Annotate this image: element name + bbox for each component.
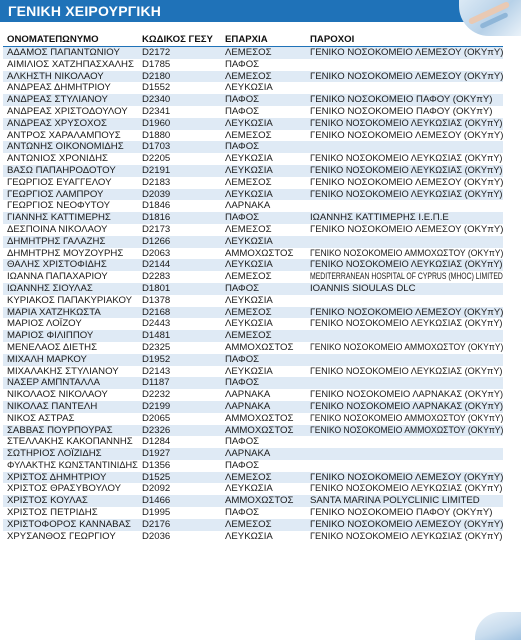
cell-district: ΠΑΦΟΣ — [221, 436, 306, 448]
cell-gesy-code: D1266 — [138, 236, 221, 248]
cell-name: ΧΡΙΣΤΟΦΟΡΟΣ ΚΑΝΝΑΒΑΣ — [3, 519, 138, 531]
cell-name: ΧΡΥΣΑΝΘΟΣ ΓΕΩΡΓΙΟΥ — [3, 531, 138, 543]
cell-district: ΛΕΥΚΩΣΙΑ — [221, 82, 306, 94]
cell-district: ΛΑΡΝΑΚΑ — [221, 389, 306, 401]
table-row — [3, 177, 503, 189]
cell-gesy-code: D2340 — [138, 94, 221, 106]
cell-name: ΑΝΤΡΟΣ ΧΑΡΑΛΑΜΠΟΥΣ — [3, 130, 138, 142]
cell-provider: MEDITERRANEAN HOSPITAL OF CYPRUS (MHOC) LIMITED — [306, 271, 503, 283]
cell-gesy-code: D2183 — [138, 177, 221, 189]
cell-name: ΜΕΝΕΛΑΟΣ ΔΙΕΤΗΣ — [3, 342, 138, 354]
table-row — [3, 59, 503, 71]
cell-provider: ΓΕΝΙΚΟ ΝΟΣΟΚΟΜΕΙΟ ΛΕΜΕΣΟΥ (ΟΚΥπΥ) — [306, 177, 503, 189]
table-row — [3, 354, 503, 366]
cell-district: ΑΜΜΟΧΩΣΤΟΣ — [221, 425, 306, 437]
cell-district: ΛΑΡΝΑΚΑ — [221, 200, 306, 212]
cell-name: ΑΝΔΡΕΑΣ ΧΡΙΣΤΟΔΟΥΛΟΥ — [3, 106, 138, 118]
cell-gesy-code: D2144 — [138, 259, 221, 271]
cell-gesy-code: D1356 — [138, 460, 221, 472]
cell-name: ΝΙΚΟΛΑΣ ΠΑΝΤΕΛΗ — [3, 401, 138, 413]
cell-district: ΑΜΜΟΧΩΣΤΟΣ — [221, 495, 306, 507]
cell-provider: ΓΕΝΙΚΟ ΝΟΣΟΚΟΜΕΙΟ ΛΕΜΕΣΟΥ (ΟΚΥπΥ) — [306, 130, 503, 142]
table-row — [3, 472, 503, 484]
table-row — [3, 413, 503, 425]
cell-provider: ΓΕΝΙΚΟ ΝΟΣΟΚΟΜΕΙΟ ΛΕΥΚΩΣΙΑΣ (ΟΚΥπΥ) — [306, 318, 503, 330]
cell-name: ΧΡΙΣΤΟΣ ΔΗΜΗΤΡΙΟΥ — [3, 472, 138, 484]
table-row — [3, 130, 503, 142]
cell-provider: ΓΕΝΙΚΟ ΝΟΣΟΚΟΜΕΙΟ ΛΑΡΝΑΚΑΣ (ΟΚΥπΥ) — [306, 401, 503, 413]
cell-district: ΛΕΜΕΣΟΣ — [221, 519, 306, 531]
table-header-row — [3, 34, 503, 47]
cell-gesy-code: D1284 — [138, 436, 221, 448]
column-header-providers: ΠΑΡΟΧΟΙ — [306, 34, 503, 47]
table-row — [3, 118, 503, 130]
cell-provider — [306, 141, 503, 153]
title-bar — [0, 0, 521, 22]
cell-district: ΠΑΦΟΣ — [221, 141, 306, 153]
cell-provider: ΓΕΝΙΚΟ ΝΟΣΟΚΟΜΕΙΟ ΛΕΥΚΩΣΙΑΣ (ΟΚΥπΥ) — [306, 118, 503, 130]
cell-district: ΠΑΦΟΣ — [221, 460, 306, 472]
cell-name: ΓΕΩΡΓΙΟΣ ΕΥΑΓΓΕΛΟΥ — [3, 177, 138, 189]
table-row — [3, 366, 503, 378]
cell-provider — [306, 460, 503, 472]
cell-gesy-code: D1927 — [138, 448, 221, 460]
table-row — [3, 425, 503, 437]
table-row — [3, 519, 503, 531]
table-row — [3, 94, 503, 106]
cell-district: ΠΑΦΟΣ — [221, 94, 306, 106]
cell-provider: ΓΕΝΙΚΟ ΝΟΣΟΚΟΜΕΙΟ ΛΕΜΕΣΟΥ (ΟΚΥπΥ) — [306, 224, 503, 236]
table-row — [3, 307, 503, 319]
cell-gesy-code: D2199 — [138, 401, 221, 413]
table-row — [3, 165, 503, 177]
cell-gesy-code: D1952 — [138, 354, 221, 366]
cell-name: ΜΙΧΑΛΗ ΜΑΡΚΟΥ — [3, 354, 138, 366]
cell-district: ΛΑΡΝΑΚΑ — [221, 448, 306, 460]
cell-gesy-code: D2065 — [138, 413, 221, 425]
cell-provider: IOANNIS SIOULAS DLC — [306, 283, 503, 295]
cell-name: ΓΕΩΡΓΙΟΣ ΛΑΜΠΡΟΥ — [3, 189, 138, 201]
cell-provider: ΓΕΝΙΚΟ ΝΟΣΟΚΟΜΕΙΟ ΑΜΜΟΧΩΣΤΟΥ (ΟΚΥπΥ) — [306, 342, 503, 354]
cell-provider: SANTA MARINA POLYCLINIC LIMITED — [306, 495, 503, 507]
cell-name: ΔΗΜΗΤΡΗΣ ΜΟΥΖΟΥΡΗΣ — [3, 248, 138, 260]
corner-photo — [475, 612, 521, 640]
table-row — [3, 342, 503, 354]
cell-gesy-code: D2341 — [138, 106, 221, 118]
cell-name: ΝΙΚΟΣ ΑΣΤΡΑΣ — [3, 413, 138, 425]
cell-provider — [306, 236, 503, 248]
cell-district: ΛΕΥΚΩΣΙΑ — [221, 189, 306, 201]
cell-name: ΣΩΤΗΡΙΟΣ ΛΟΪΖΙΔΗΣ — [3, 448, 138, 460]
table-row — [3, 401, 503, 413]
cell-provider — [306, 448, 503, 460]
cell-provider: ΓΕΝΙΚΟ ΝΟΣΟΚΟΜΕΙΟ ΑΜΜΟΧΩΣΤΟΥ (ΟΚΥπΥ) — [306, 413, 503, 425]
cell-name: ΑΝΤΩΝΗΣ ΟΙΚΟΝΟΜΙΔΗΣ — [3, 141, 138, 153]
table-row — [3, 47, 503, 59]
cell-district: ΛΕΥΚΩΣΙΑ — [221, 236, 306, 248]
cell-provider: ΓΕΝΙΚΟ ΝΟΣΟΚΟΜΕΙΟ ΛΕΥΚΩΣΙΑΣ (ΟΚΥπΥ) — [306, 483, 503, 495]
cell-name: ΜΑΡΙΑ ΧΑΤΖΗΚΩΣΤΑ — [3, 307, 138, 319]
cell-provider: ΓΕΝΙΚΟ ΝΟΣΟΚΟΜΕΙΟ ΑΜΜΟΧΩΣΤΟΥ (ΟΚΥπΥ) — [306, 425, 503, 437]
cell-district: ΛΕΥΚΩΣΙΑ — [221, 531, 306, 543]
cell-name: ΔΗΜΗΤΡΗΣ ΓΑΛΑΖΗΣ — [3, 236, 138, 248]
cell-gesy-code: D1960 — [138, 118, 221, 130]
table-row — [3, 212, 503, 224]
cell-provider: ΓΕΝΙΚΟ ΝΟΣΟΚΟΜΕΙΟ ΠΑΦΟΥ (ΟΚΥπΥ) — [306, 94, 503, 106]
cell-district: ΛΕΜΕΣΟΣ — [221, 177, 306, 189]
cell-provider — [306, 82, 503, 94]
cell-district: ΛΑΡΝΑΚΑ — [221, 401, 306, 413]
cell-provider: ΓΕΝΙΚΟ ΝΟΣΟΚΟΜΕΙΟ ΛΕΜΕΣΟΥ (ΟΚΥπΥ) — [306, 519, 503, 531]
cell-name: ΝΙΚΟΛΑΟΣ ΝΙΚΟΛΑΟΥ — [3, 389, 138, 401]
cell-provider: ΓΕΝΙΚΟ ΝΟΣΟΚΟΜΕΙΟ ΛΕΜΕΣΟΥ (ΟΚΥπΥ) — [306, 307, 503, 319]
cell-gesy-code: D1801 — [138, 283, 221, 295]
cell-district: ΛΕΥΚΩΣΙΑ — [221, 259, 306, 271]
cell-name: ΙΩΑΝΝΗΣ ΣΙΟΥΛΑΣ — [3, 283, 138, 295]
cell-name: ΝΑΣΕΡ ΑΜΠΝΤΑΛΛΑ — [3, 377, 138, 389]
table-row — [3, 71, 503, 83]
cell-provider: ΓΕΝΙΚΟ ΝΟΣΟΚΟΜΕΙΟ ΠΑΦΟΥ (ΟΚΥπΥ) — [306, 106, 503, 118]
table-row — [3, 82, 503, 94]
cell-district: ΛΕΜΕΣΟΣ — [221, 472, 306, 484]
table-row — [3, 318, 503, 330]
cell-name: ΓΕΩΡΓΙΟΣ ΝΕΟΦΥΤΟΥ — [3, 200, 138, 212]
table-row — [3, 448, 503, 460]
table-row — [3, 389, 503, 401]
cell-name: ΣΤΕΛΛΑΚΗΣ ΚΑΚΟΠΑΝΝΗΣ — [3, 436, 138, 448]
cell-provider — [306, 59, 503, 71]
cell-gesy-code: D2180 — [138, 71, 221, 83]
table-row — [3, 153, 503, 165]
cell-district: ΛΕΜΕΣΟΣ — [221, 130, 306, 142]
cell-gesy-code: D1816 — [138, 212, 221, 224]
cell-district: ΑΜΜΟΧΩΣΤΟΣ — [221, 342, 306, 354]
cell-gesy-code: D2205 — [138, 153, 221, 165]
table-row — [3, 248, 503, 260]
cell-gesy-code: D2232 — [138, 389, 221, 401]
table-row — [3, 483, 503, 495]
cell-district: ΛΕΥΚΩΣΙΑ — [221, 318, 306, 330]
cell-name: ΑΔΑΜΟΣ ΠΑΠΑΝΤΩΝΙΟΥ — [3, 47, 138, 59]
cell-gesy-code: D2172 — [138, 47, 221, 59]
cell-district: ΠΑΦΟΣ — [221, 283, 306, 295]
cell-provider — [306, 377, 503, 389]
cell-district: ΑΜΜΟΧΩΣΤΟΣ — [221, 248, 306, 260]
cell-district: ΠΑΦΟΣ — [221, 106, 306, 118]
cell-district: ΠΑΦΟΣ — [221, 212, 306, 224]
table-row — [3, 271, 503, 283]
cell-gesy-code: D2039 — [138, 189, 221, 201]
doctors-table — [3, 34, 503, 542]
cell-provider: ΓΕΝΙΚΟ ΝΟΣΟΚΟΜΕΙΟ ΛΑΡΝΑΚΑΣ (ΟΚΥπΥ) — [306, 389, 503, 401]
cell-name: ΑΛΚΗΣΤΗ ΝΙΚΟΛΑΟΥ — [3, 71, 138, 83]
table-row — [3, 236, 503, 248]
cell-name: ΑΝΤΩΝΙΟΣ ΧΡΟΝΙΔΗΣ — [3, 153, 138, 165]
cell-provider: ΓΕΝΙΚΟ ΝΟΣΟΚΟΜΕΙΟ ΑΜΜΟΧΩΣΤΟΥ (ΟΚΥπΥ) — [306, 248, 503, 260]
cell-gesy-code: D2092 — [138, 483, 221, 495]
cell-gesy-code: D2173 — [138, 224, 221, 236]
cell-district: ΠΑΦΟΣ — [221, 354, 306, 366]
cell-provider: ΓΕΝΙΚΟ ΝΟΣΟΚΟΜΕΙΟ ΛΕΜΕΣΟΥ (ΟΚΥπΥ) — [306, 472, 503, 484]
cell-gesy-code: D1525 — [138, 472, 221, 484]
doctors-table-wrap — [3, 34, 503, 542]
cell-name: ΑΙΜΙΛΙΟΣ ΧΑΤΖΗΠΑΣΧΑΛΗΣ — [3, 59, 138, 71]
column-header-code: ΚΩΔΙΚΟΣ ΓΕΣΥ — [138, 34, 221, 47]
cell-gesy-code: D2443 — [138, 318, 221, 330]
cell-gesy-code: D2176 — [138, 519, 221, 531]
cell-name: ΜΙΧΑΛΑΚΗΣ ΣΤΥΛΙΑΝΟΥ — [3, 366, 138, 378]
table-row — [3, 507, 503, 519]
cell-provider: ΓΕΝΙΚΟ ΝΟΣΟΚΟΜΕΙΟ ΛΕΥΚΩΣΙΑΣ (ΟΚΥπΥ) — [306, 259, 503, 271]
cell-gesy-code: D1785 — [138, 59, 221, 71]
cell-gesy-code: D1481 — [138, 330, 221, 342]
cell-name: ΑΝΔΡΕΑΣ ΔΗΜΗΤΡΙΟΥ — [3, 82, 138, 94]
cell-name: ΓΙΑΝΝΗΣ ΚΑΤΤΙΜΕΡΗΣ — [3, 212, 138, 224]
cell-name: ΧΡΙΣΤΟΣ ΚΟΥΛΑΣ — [3, 495, 138, 507]
table-row — [3, 259, 503, 271]
cell-district: ΛΕΥΚΩΣΙΑ — [221, 153, 306, 165]
cell-gesy-code: D2036 — [138, 531, 221, 543]
table-body — [3, 47, 503, 543]
cell-district: ΛΕΜΕΣΟΣ — [221, 330, 306, 342]
page-title: ΓΕΝΙΚΗ ΧΕΙΡΟΥΡΓΙΚΗ — [8, 3, 162, 19]
column-header-name: ΟΝΟΜΑΤΕΠΩΝΥΜΟ — [3, 34, 138, 47]
cell-name: ΜΑΡΙΟΣ ΛΟΪΖΟΥ — [3, 318, 138, 330]
cell-provider: ΙΩΑΝΝΗΣ ΚΑΤΤΙΜΕΡΗΣ Ι.Ε.Π.Ε — [306, 212, 503, 224]
table-row — [3, 200, 503, 212]
cell-district: ΛΕΜΕΣΟΣ — [221, 271, 306, 283]
surgery-photo — [459, 0, 521, 36]
cell-gesy-code: D1995 — [138, 507, 221, 519]
cell-provider: ΓΕΝΙΚΟ ΝΟΣΟΚΟΜΕΙΟ ΛΕΥΚΩΣΙΑΣ (ΟΚΥπΥ) — [306, 531, 503, 543]
column-header-district: ΕΠΑΡΧΙΑ — [221, 34, 306, 47]
table-row — [3, 189, 503, 201]
cell-provider: ΓΕΝΙΚΟ ΝΟΣΟΚΟΜΕΙΟ ΛΕΜΕΣΟΥ (ΟΚΥπΥ) — [306, 71, 503, 83]
cell-name: ΙΩΑΝΝΑ ΠΑΠΑΧΑΡΙΟΥ — [3, 271, 138, 283]
cell-name: ΑΝΔΡΕΑΣ ΧΡΥΣΟΧΟΣ — [3, 118, 138, 130]
table-row — [3, 377, 503, 389]
cell-district: ΛΕΜΕΣΟΣ — [221, 71, 306, 83]
cell-provider: ΓΕΝΙΚΟ ΝΟΣΟΚΟΜΕΙΟ ΠΑΦΟΥ (ΟΚΥπΥ) — [306, 507, 503, 519]
cell-district: ΛΕΥΚΩΣΙΑ — [221, 165, 306, 177]
cell-name: ΜΑΡΙΟΣ ΦΙΛΙΠΠΟΥ — [3, 330, 138, 342]
cell-provider — [306, 330, 503, 342]
table-row — [3, 460, 503, 472]
table-row — [3, 283, 503, 295]
cell-name: ΘΑΛΗΣ ΧΡΙΣΤΟΦΙΔΗΣ — [3, 259, 138, 271]
cell-district: ΛΕΜΕΣΟΣ — [221, 47, 306, 59]
cell-provider — [306, 295, 503, 307]
cell-gesy-code: D1880 — [138, 130, 221, 142]
cell-name: ΔΕΣΠΟΙΝΑ ΝΙΚΟΛΑΟΥ — [3, 224, 138, 236]
cell-name: ΚΥΡΙΑΚΟΣ ΠΑΠΑΚΥΡΙΑΚΟΥ — [3, 295, 138, 307]
cell-provider — [306, 436, 503, 448]
table-row — [3, 224, 503, 236]
cell-provider: ΓΕΝΙΚΟ ΝΟΣΟΚΟΜΕΙΟ ΛΕΥΚΩΣΙΑΣ (ΟΚΥπΥ) — [306, 189, 503, 201]
cell-gesy-code: D2168 — [138, 307, 221, 319]
cell-provider: ΓΕΝΙΚΟ ΝΟΣΟΚΟΜΕΙΟ ΛΕΥΚΩΣΙΑΣ (ΟΚΥπΥ) — [306, 153, 503, 165]
cell-gesy-code: D1466 — [138, 495, 221, 507]
cell-name: ΣΑΒΒΑΣ ΠΟΥΡΠΟΥΡΑΣ — [3, 425, 138, 437]
table-row — [3, 436, 503, 448]
cell-name: ΑΝΔΡΕΑΣ ΣΤΥΛΙΑΝΟΥ — [3, 94, 138, 106]
cell-district: ΛΕΥΚΩΣΙΑ — [221, 483, 306, 495]
cell-district: ΛΕΥΚΩΣΙΑ — [221, 118, 306, 130]
table-row — [3, 495, 503, 507]
table-row — [3, 531, 503, 543]
cell-district: ΠΑΦΟΣ — [221, 59, 306, 71]
cell-provider — [306, 354, 503, 366]
cell-district: ΛΕΥΚΩΣΙΑ — [221, 366, 306, 378]
cell-gesy-code: D1187 — [138, 377, 221, 389]
cell-gesy-code: D2326 — [138, 425, 221, 437]
cell-gesy-code: D1378 — [138, 295, 221, 307]
cell-district: ΛΕΜΕΣΟΣ — [221, 307, 306, 319]
table-row — [3, 141, 503, 153]
table-row — [3, 295, 503, 307]
cell-provider: ΓΕΝΙΚΟ ΝΟΣΟΚΟΜΕΙΟ ΛΕΜΕΣΟΥ (ΟΚΥπΥ) — [306, 47, 503, 59]
table-row — [3, 330, 503, 342]
cell-gesy-code: D2063 — [138, 248, 221, 260]
cell-district: ΛΕΥΚΩΣΙΑ — [221, 295, 306, 307]
cell-district: ΛΕΜΕΣΟΣ — [221, 224, 306, 236]
cell-gesy-code: D2325 — [138, 342, 221, 354]
cell-district: ΠΑΦΟΣ — [221, 507, 306, 519]
cell-gesy-code: D1846 — [138, 200, 221, 212]
cell-gesy-code: D2191 — [138, 165, 221, 177]
cell-gesy-code: D2143 — [138, 366, 221, 378]
cell-gesy-code: D2283 — [138, 271, 221, 283]
cell-gesy-code: D1703 — [138, 141, 221, 153]
cell-name: ΧΡΙΣΤΟΣ ΘΡΑΣΥΒΟΥΛΟΥ — [3, 483, 138, 495]
cell-provider: ΓΕΝΙΚΟ ΝΟΣΟΚΟΜΕΙΟ ΛΕΥΚΩΣΙΑΣ (ΟΚΥπΥ) — [306, 366, 503, 378]
cell-district: ΠΑΦΟΣ — [221, 377, 306, 389]
cell-name: ΧΡΙΣΤΟΣ ΠΕΤΡΙΔΗΣ — [3, 507, 138, 519]
table-row — [3, 106, 503, 118]
cell-district: ΑΜΜΟΧΩΣΤΟΣ — [221, 413, 306, 425]
cell-provider: ΓΕΝΙΚΟ ΝΟΣΟΚΟΜΕΙΟ ΛΕΥΚΩΣΙΑΣ (ΟΚΥπΥ) — [306, 165, 503, 177]
cell-provider — [306, 200, 503, 212]
cell-name: ΒΑΣΩ ΠΑΠΑΗΡΟΔΟΤΟΥ — [3, 165, 138, 177]
cell-name: ΦΥΛΑΚΤΗΣ ΚΩΝΣΤΑΝΤΙΝΙΔΗΣ — [3, 460, 138, 472]
cell-gesy-code: D1552 — [138, 82, 221, 94]
